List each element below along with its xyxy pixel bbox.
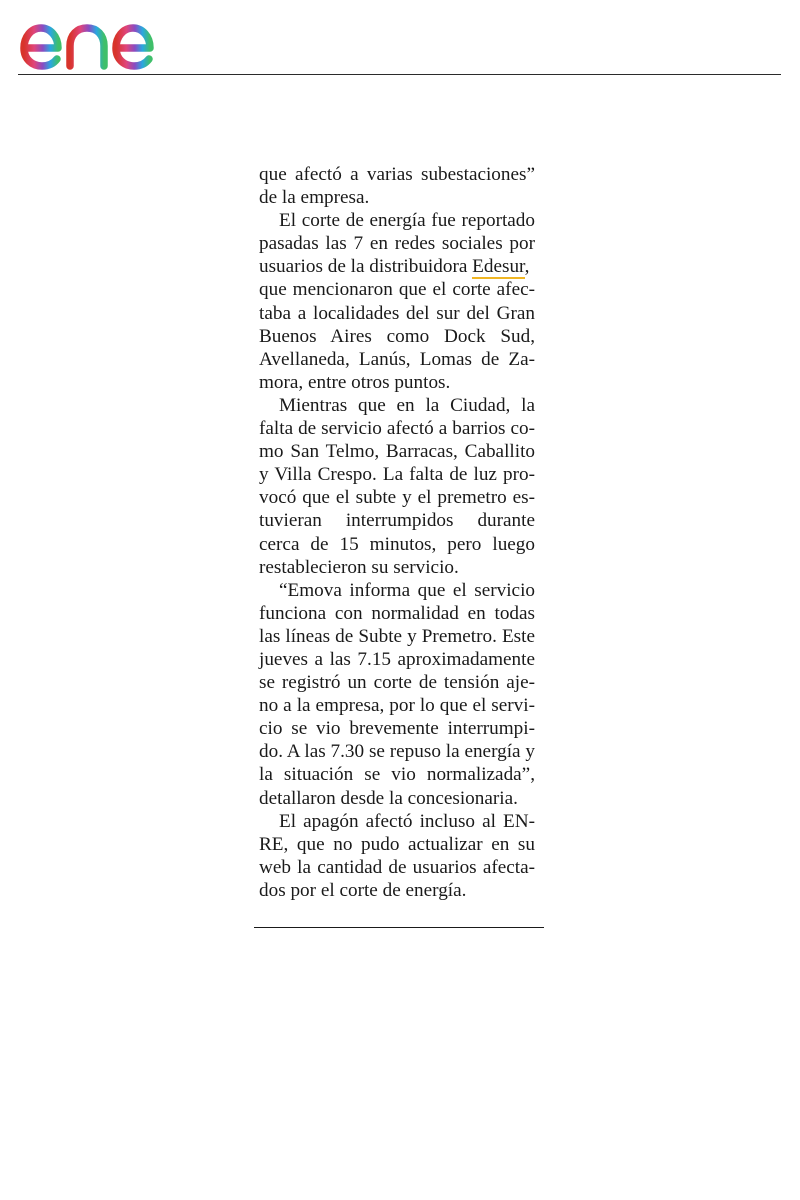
article-line: cerca de 15 minutos, pero luego <box>259 533 535 555</box>
line-text: , <box>524 256 530 278</box>
article-line: “Emova informa que el servicio <box>279 579 535 601</box>
article-line: la situación se vio normalizada”, <box>259 764 535 786</box>
article-end-rule <box>254 927 544 928</box>
article-line: restablecieron su servicio. <box>259 556 459 578</box>
article-line: las líneas de Subte y Premetro. Este <box>259 625 535 647</box>
article-line: y Villa Crespo. La falta de luz pro- <box>259 464 535 486</box>
article-line: que mencionaron que el corte afec- <box>259 279 535 301</box>
enel-logo <box>18 4 193 72</box>
line-text: usuarios de la distribuidora <box>259 256 473 278</box>
article-line: que afectó a varias subestaciones” <box>259 164 535 185</box>
article-line: funciona con normalidad en todas <box>259 602 535 624</box>
article-line: tuvieran interrumpidos durante <box>259 510 535 532</box>
highlighted-keyword: Edesur <box>472 256 525 278</box>
article-line: vocó que el subte y el premetro es- <box>259 487 535 509</box>
article-line: do. A las 7.30 se repuso la energía y <box>259 741 535 763</box>
article-line: mora, entre otros puntos. <box>259 371 451 393</box>
page-header <box>0 0 800 80</box>
article-line: pasadas las 7 en redes sociales por <box>259 233 535 255</box>
article-line: no a la empresa, por lo que el servi- <box>259 695 535 717</box>
article-line: taba a localidades del sur del Gran <box>259 302 535 324</box>
article-line: El apagón afectó incluso al EN- <box>279 810 535 832</box>
article-line: cio se vio brevemente interrumpi- <box>259 718 535 740</box>
article-line: detallaron desde la concesionaria. <box>259 787 518 809</box>
article-line: jueves a las 7.15 aproximadamente <box>259 648 535 670</box>
article-line: web la cantidad de usuarios afecta- <box>259 856 535 878</box>
article-line: El corte de energía fue reportado <box>279 210 535 232</box>
article-line: Mientras que en la Ciudad, la <box>279 394 535 416</box>
article-line <box>259 255 535 278</box>
article-line: se registró un corte de tensión aje- <box>259 672 535 694</box>
article-line: falta de servicio afectó a barrios co- <box>259 418 535 440</box>
article-clipping <box>259 163 535 902</box>
article-line: Avellaneda, Lanús, Lomas de Za- <box>259 348 535 370</box>
header-divider <box>18 74 781 75</box>
article-line: Buenos Aires como Dock Sud, <box>259 325 535 347</box>
article-line: dos por el corte de energía. <box>259 879 467 901</box>
article-line: RE, que no pudo actualizar en su <box>259 833 535 855</box>
article-line: de la empresa. <box>259 187 370 209</box>
article-line: mo San Telmo, Barracas, Caballito <box>259 441 535 463</box>
